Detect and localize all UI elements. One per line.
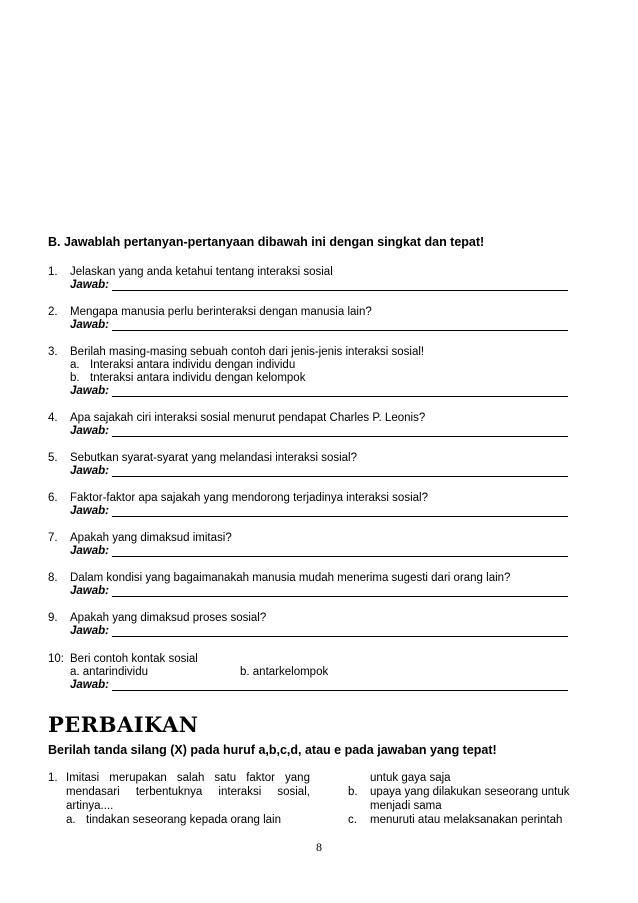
question-3 xyxy=(48,346,568,398)
answer-label: Jawab: xyxy=(70,679,109,691)
sub-item-a: a. antarindividu xyxy=(70,666,148,678)
question-text: Jelaskan yang anda ketahui tentang interaksi sosial xyxy=(70,266,333,278)
question-text: Apa sajakah ciri interaksi sosial menurut pendapat Charles P. Leonis? xyxy=(70,412,426,424)
option-c-label[interactable]: c. xyxy=(348,814,357,826)
answer-line[interactable] xyxy=(112,476,568,477)
word: sosial, xyxy=(277,786,310,798)
sub-item-label: b. xyxy=(70,372,80,384)
question-2 xyxy=(48,306,568,332)
question-text-line-2 xyxy=(66,785,310,799)
question-8 xyxy=(48,572,568,598)
question-number: 5. xyxy=(48,452,58,464)
answer-line[interactable] xyxy=(112,396,568,397)
question-text: Apakah yang dimaksud imitasi? xyxy=(70,532,232,544)
answer-line[interactable] xyxy=(112,290,568,291)
answer-label: Jawab: xyxy=(70,279,109,291)
option-c-text: menuruti atau melaksanakan perintah xyxy=(370,814,563,826)
option-a-text: tindakan seseorang kepada orang lain xyxy=(86,814,282,826)
page-number: 8 xyxy=(316,840,322,854)
question-4 xyxy=(48,412,568,438)
section-b-title: B. Jawablah pertanyan-pertanyaan dibawah ini dengan singkat dan tepat! xyxy=(48,235,485,249)
option-a-label[interactable]: a. xyxy=(66,814,76,826)
question-number: 8. xyxy=(48,572,58,584)
question-text-line-1 xyxy=(66,771,310,785)
question-number: 1. xyxy=(48,772,58,784)
answer-label: Jawab: xyxy=(70,319,109,331)
word: merupakan xyxy=(109,772,167,784)
option-b-label[interactable]: b. xyxy=(348,786,358,798)
question-6 xyxy=(48,492,568,518)
question-number: 4. xyxy=(48,412,58,424)
sub-item-text: tnteraksi antara individu dengan kelompok xyxy=(90,372,306,384)
sub-item-label: a. xyxy=(70,359,80,371)
question-text: Mengapa manusia perlu berinteraksi dengan manusia lain? xyxy=(70,306,372,318)
question-5 xyxy=(48,452,568,478)
word: mendasari xyxy=(66,786,120,798)
word: satu xyxy=(214,772,237,784)
answer-line[interactable] xyxy=(112,636,568,637)
option-b-continuation: menjadi sama xyxy=(370,800,442,812)
perbaikan-left-column xyxy=(48,771,310,827)
answer-label: Jawab: xyxy=(70,465,109,477)
answer-line[interactable] xyxy=(112,690,568,691)
answer-label: Jawab: xyxy=(70,625,109,637)
answer-label: Jawab: xyxy=(70,505,109,517)
answer-line[interactable] xyxy=(112,596,568,597)
option-a-continuation: untuk gaya saja xyxy=(370,772,451,784)
answer-line[interactable] xyxy=(112,330,568,331)
sub-item-b: b. antarkelompok xyxy=(240,666,329,678)
question-text: Beri contoh kontak sosial xyxy=(70,653,198,665)
word: interaksi xyxy=(218,786,262,798)
question-number: 9. xyxy=(48,612,58,624)
question-number: 1. xyxy=(48,266,58,278)
answer-label: Jawab: xyxy=(70,545,109,557)
question-number: 7. xyxy=(48,532,58,544)
word: faktor xyxy=(246,772,275,784)
question-text: Berilah masing-masing sebuah contoh dari jenis-jenis interaksi sosial! xyxy=(70,346,425,358)
answer-line[interactable] xyxy=(112,436,568,437)
word: terbentuknya xyxy=(135,786,203,798)
perbaikan-right-column xyxy=(348,771,573,827)
question-10 xyxy=(48,653,568,692)
question-number: 10: xyxy=(48,653,64,665)
question-1 xyxy=(48,266,568,292)
word: yang xyxy=(285,772,310,784)
question-text: Faktor-faktor apa sajakah yang mendorong terjadinya interaksi sosial? xyxy=(70,492,428,504)
word: Imitasi xyxy=(66,772,100,784)
sub-item-text: Interaksi antara individu dengan individu xyxy=(90,359,296,371)
answer-label: Jawab: xyxy=(70,385,109,397)
question-text: Sebutkan syarat-syarat yang melandasi interaksi sosial? xyxy=(70,452,358,464)
option-b-text: upaya yang dilakukan seseorang untuk xyxy=(370,786,570,798)
question-9 xyxy=(48,612,568,638)
question-7 xyxy=(48,532,568,558)
question-number: 2. xyxy=(48,306,58,318)
word: salah xyxy=(176,772,205,784)
answer-label: Jawab: xyxy=(70,425,109,437)
question-text-line-3: artinya.... xyxy=(66,800,114,812)
answer-label: Jawab: xyxy=(70,585,109,597)
answer-line[interactable] xyxy=(112,516,568,517)
perbaikan-instruction: Berilah tanda silang (X) pada huruf a,b,c,d, atau e pada jawaban yang tepat! xyxy=(48,743,497,757)
perbaikan-title: PERBAIKAN xyxy=(48,712,199,737)
answer-line[interactable] xyxy=(112,556,568,557)
question-text: Dalam kondisi yang bagaimanakah manusia mudah menerima sugesti dari orang lain? xyxy=(70,572,511,584)
question-number: 6. xyxy=(48,492,58,504)
question-number: 3. xyxy=(48,346,58,358)
question-text: Apakah yang dimaksud proses sosial? xyxy=(70,612,267,624)
